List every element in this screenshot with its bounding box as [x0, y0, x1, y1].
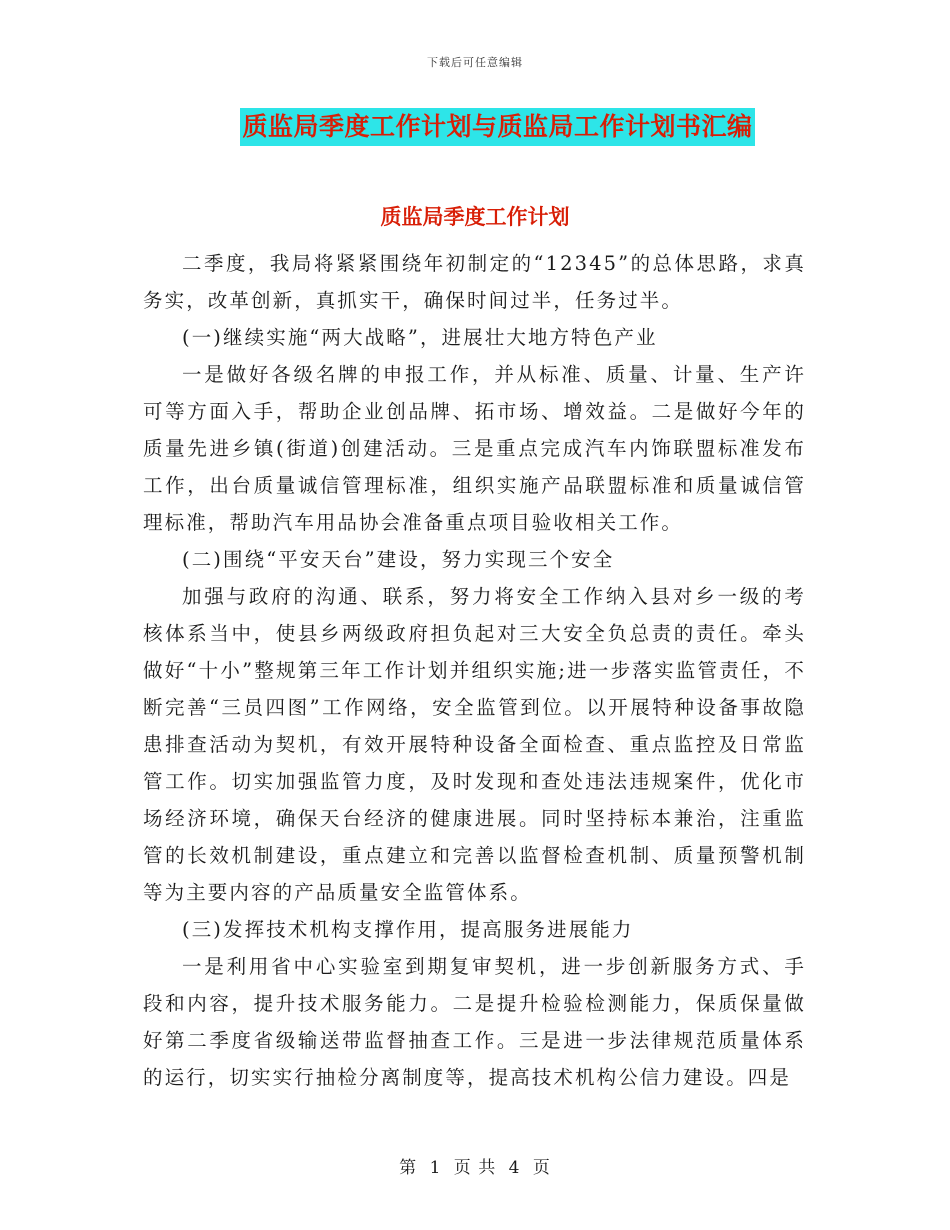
document-body	[143, 245, 806, 1096]
paragraph-item-1: 一是做好各级名牌的申报工作，并从标准、质量、计量、生产许可等方面入手，帮助企业创品牌、拓市场、增效益。二是做好今年的质量先进乡镇(街道)创建活动。三是重点完成汽车内饰联盟标准发布工作，出台质量诚信管理标准，组织实施产品联盟标准和质量诚信管理标准，帮助汽车用品协会准备重点项目验收相关工作。	[143, 363, 806, 534]
heading-item-1: (一)继续实施“两大战略”，进展壮大地方特色产业	[182, 326, 658, 349]
header-note: 下载后可任意编辑	[427, 56, 523, 69]
page-footer	[0, 1153, 950, 1178]
heading-item-2: (二)围绕“平安天台”建设，努力实现三个安全	[182, 548, 615, 571]
page-total: 4	[508, 1158, 521, 1178]
paragraph-intro: 二季度，我局将紧紧围绕年初制定的“12345”的总体思路，求真务实，改革创新，真抓实干，确保时间过半，任务过半。	[143, 252, 806, 312]
paragraph-item-2: 加强与政府的沟通、联系，努力将安全工作纳入县对乡一级的考核体系当中，使县乡两级政府担负起对三大安全负总责的责任。牵头做好“十小”整规第三年工作计划并组织实施;进一步落实监管责任，不断完善“三员四图”工作网络，安全监管到位。以开展特种设备事故隐患排查活动为契机，有效开展特种设备全面检查、重点监控及日常监管工作。切实加强监管力度，及时发现和查处违法违规案件，优化市场经济环境，确保天台经济的健康进展。同时坚持标本兼治，注重监管的长效机制建设，重点建立和完善以监督检查机制、质量预警机制等为主要内容的产品质量安全监管体系。	[143, 585, 806, 904]
page-label-prefix: 第	[399, 1158, 418, 1178]
page-current: 1	[429, 1158, 442, 1178]
section-title: 质监局季度工作计划	[380, 205, 570, 229]
page-label-mid: 页 共	[453, 1158, 497, 1178]
heading-item-3: (三)发挥技术机构支撑作用，提高服务进展能力	[182, 918, 634, 941]
page-label-suffix: 页	[532, 1158, 551, 1178]
paragraph-item-3: 一是利用省中心实验室到期复审契机，进一步创新服务方式、手段和内容，提升技术服务能力。二是提升检验检测能力，保质保量做好第二季度省级输送带监督抽查工作。三是进一步法律规范质量体系的运行，切实实行抽检分离制度等，提高技术机构公信力建设。四是	[143, 955, 806, 1089]
main-title-container	[0, 108, 950, 146]
main-title: 质监局季度工作计划与质监局工作计划书汇编	[240, 108, 754, 146]
